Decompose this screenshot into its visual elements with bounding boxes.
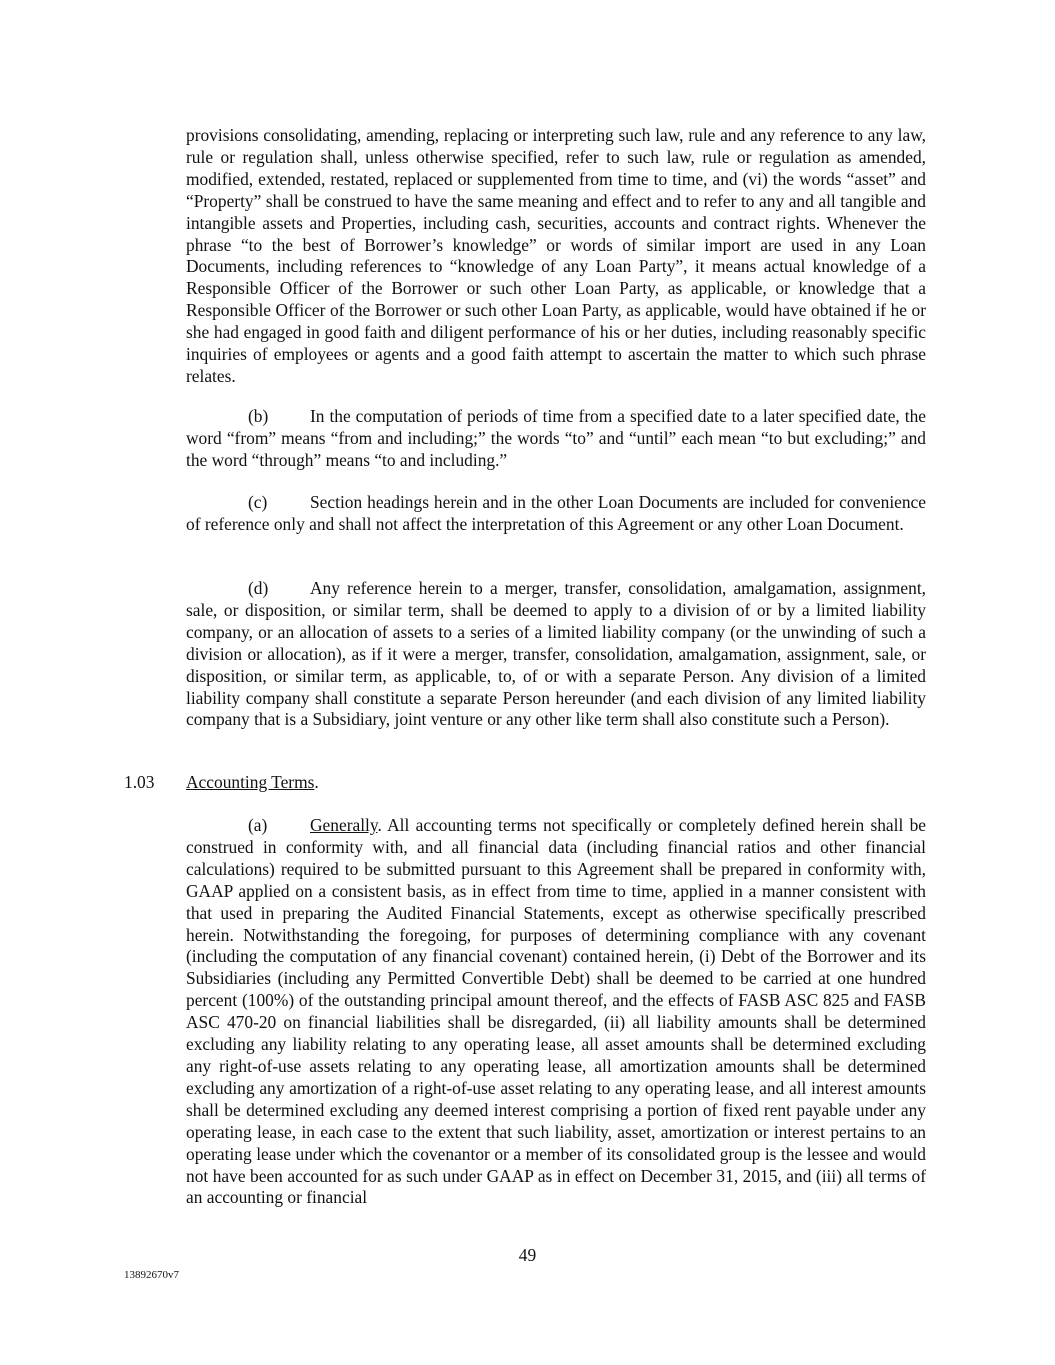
document-id: 13892670v7 — [124, 1269, 179, 1281]
clause-a-paragraph — [186, 815, 926, 1209]
clause-a-heading: Generally — [310, 815, 378, 835]
section-number: 1.03 — [124, 772, 155, 792]
intro-paragraph-text: provisions consolidating, amending, replacing or interpreting such law, rule and any reference to any law, rule or regulation shall, unless otherwise specified, refer to such law, rule or regulation as amended, modified, extended, restated, replaced or supplemented from time to time, and (vi) the words “asset” and “Property” shall be construed to have the same meaning and effect and to refer to any and all tangible and intangible assets and Properties, including cash, securities, accounts and contract rights. Whenever the phrase “to the best of Borrower’s knowledge” or words of similar import are used in any Loan Documents, including references to “knowledge of any Loan Party”, it means actual knowledge of a Responsible Officer of the Borrower or such other Loan Party, as applicable, or knowledge that a Responsible Officer of the Borrower or such other Loan Party, as applicable, would have obtained if he or she had engaged in good faith and diligent performance of his or her duties, including reasonably specific inquiries of employees or agents and a good faith attempt to ascertain the matter to which such phrase relates. — [186, 125, 926, 386]
clause-c-text: Section headings herein and in the other Loan Documents are included for convenience of reference only and shall not affect the interpretation of this Agreement or any other Loan Document. — [186, 492, 926, 534]
section-title-suffix: . — [314, 772, 319, 792]
clause-d-text: Any reference herein to a merger, transfer, consolidation, amalgamation, assignment, sale, or disposition, or similar term, shall be deemed to apply to a division of or by a limited liability company, or an allocation of assets to a series of a limited liability company (or the unwinding of such a division or allocation), as if it were a merger, transfer, consolidation, amalgamation, assignment, sale, or disposition, or similar term, as applicable, to, of or with a separate Person. Any division of a limited liability company shall constitute a separate Person hereunder (and each division of any limited liability company that is a Subsidiary, joint venture or any other like term shall also constitute such a Person). — [186, 578, 926, 730]
clause-a-label: (a) — [248, 815, 268, 835]
intro-paragraph — [186, 125, 926, 388]
clause-b-label: (b) — [248, 406, 269, 426]
clause-d-paragraph — [186, 578, 926, 731]
page-number: 49 — [518, 1245, 537, 1265]
section-heading — [124, 772, 319, 794]
clause-b-text: In the computation of periods of time from a specified date to a later specified date, the word “from” means “from and including;” the words “to” and “until” each mean “to but excluding;” and the word “through” means “to and including.” — [186, 406, 926, 470]
clause-d-label: (d) — [248, 578, 269, 598]
clause-b-paragraph — [186, 406, 926, 472]
clause-c-paragraph — [186, 492, 926, 536]
clause-a-heading-suffix: . — [377, 815, 382, 835]
clause-a-text: All accounting terms not specifically or completely defined herein shall be construed in conformity with, and all financial data (including financial ratios and other financial calculations) required to be submitted pursuant to this Agreement shall be prepared in conformity with, GAAP applied on a consistent basis, as in effect from time to time, applied in a manner consistent with that used in preparing the Audited Financial Statements, except as otherwise specifically prescribed herein. Notwithstanding the foregoing, for purposes of determining compliance with any covenant (including the computation of any financial covenant) contained herein, (i) Debt of the Borrower and its Subsidiaries (including any Permitted Convertible Debt) shall be deemed to be carried at one hundred percent (100%) of the outstanding principal amount thereof, and the effects of FASB ASC 825 and FASB ASC 470-20 on financial liabilities shall be disregarded, (ii) all liability amounts shall be determined excluding any liability relating to any operating lease, all asset amounts shall be determined excluding any right-of-use assets relating to any operating lease, all amortization amounts shall be determined excluding any amortization of a right-of-use asset relating to any operating lease, and all interest amounts shall be determined excluding any deemed interest comprising a portion of fixed rent payable under any operating lease, in each case to the extent that such liability, asset, amortization or interest pertains to an operating lease under which the covenantor or a member of its consolidated group is the lessee and would not have been accounted for as such under GAAP as in effect on December 31, 2015, and (iii) all terms of an accounting or financial — [186, 815, 926, 1208]
section-title: Accounting Terms — [186, 772, 315, 792]
clause-c-label: (c) — [248, 492, 268, 512]
